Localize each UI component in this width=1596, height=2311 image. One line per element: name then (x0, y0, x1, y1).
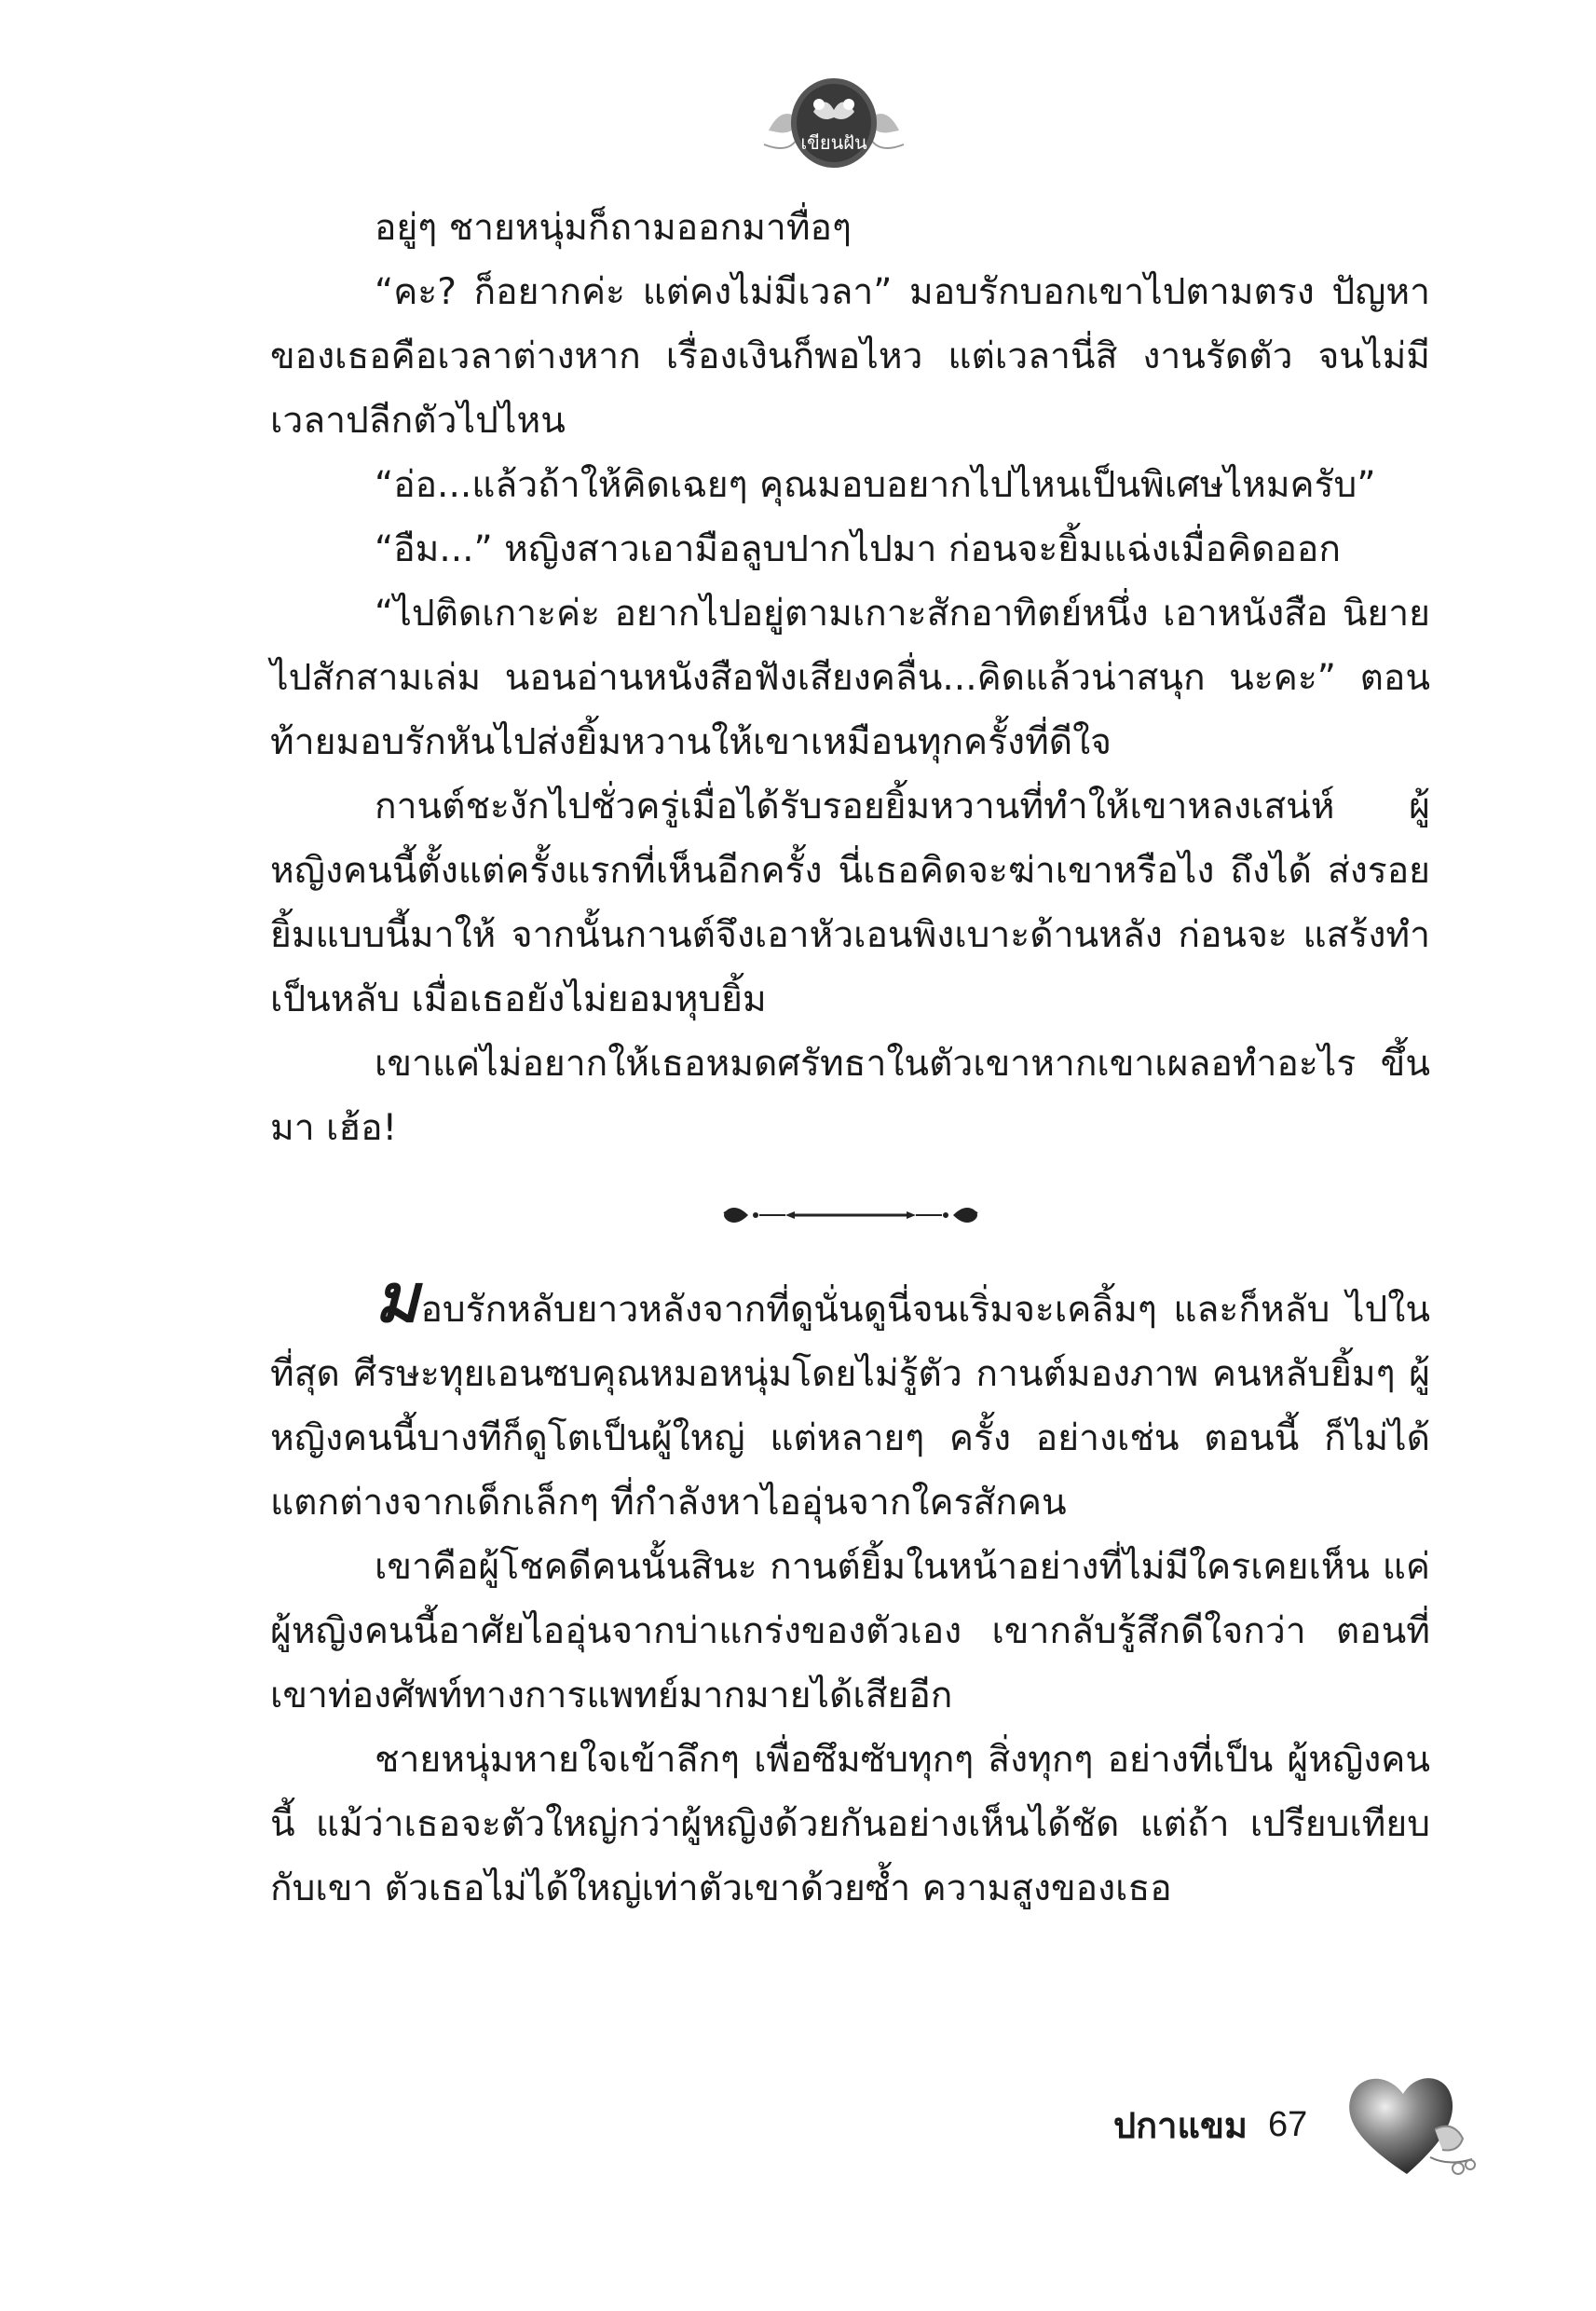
paragraph: กานต์ชะงักไปชั่วครู่เมื่อได้รับรอยยิ้มหวานที่ทำให้เขาหลงเสน่ห์ ผู้หญิงคนนี้ตั้งแต่ครั้งแรกที่เห็นอีกครั้ง นี่เธอคิดจะฆ่าเขาหรือไง ถึงได้ ส่งรอยยิ้มแบบนี้มาให้ จากนั้นกานต์จึงเอาหัวเอนพิงเบาะด้านหลัง ก่อนจะ แสร้งทำเป็นหลับ เมื่อเธอยังไม่ยอมหุบยิ้ม (270, 786, 1430, 1020)
flourish-divider-icon (711, 1197, 990, 1234)
page-number: 67 (1267, 2105, 1308, 2144)
paragraph: ชายหนุ่มหายใจเข้าลึกๆ เพื่อซึมซับทุกๆ สิ่งทุกๆ อย่างที่เป็น ผู้หญิงคนนี้ แม้ว่าเธอจะตัวใหญ่กว่าผู้หญิงด้วยกันอย่างเห็นได้ชัด แต่ถ้า เปรียบเทียบกับเขา ตัวเธอไม่ได้ใหญ่เท่าตัวเขาด้วยซ้ำ ความสูงของเธอ (270, 1739, 1430, 1909)
paragraph: อยู่ๆ ชายหนุ่มก็ถามออกมาทื่อๆ (375, 207, 852, 249)
paragraph: เขาแค่ไม่อยากให้เธอหมดศรัทธาในตัวเขาหากเขาเผลอทำอะไร ขึ้นมา เฮ้อ! (270, 1043, 1430, 1149)
section-divider-ornament (270, 1160, 1430, 1270)
paragraph: “อืม...” หญิงสาวเอามือลูบปากไปมา ก่อนจะยิ้มแฉ่งเมื่อคิดออก (375, 528, 1341, 570)
page-footer (1113, 2097, 1307, 2154)
heart-ornament-icon (1342, 2064, 1481, 2185)
drop-cap: ม (375, 1258, 419, 1337)
main-body-text (270, 196, 1430, 1921)
logo-lettering: เขียนฝัน (800, 131, 867, 154)
paragraph: “ไปติดเกาะค่ะ อยากไปอยู่ตามเกาะสักอาทิตย์หนึ่ง เอาหนังสือ นิยายไปสักสามเล่ม นอนอ่านหนังสือฟังเสียงคลื่น...คิดแล้วน่าสนุก นะคะ” ตอนท้ายมอบรักหันไปส่งยิ้มหวานให้เขาเหมือนทุกครั้งที่ดีใจ (270, 593, 1430, 763)
paragraph: เขาคือผู้โชคดีคนนั้นสินะ กานต์ยิ้มในหน้าอย่างที่ไม่มีใครเคยเห็น แค่ผู้หญิงคนนี้อาศัยไออุ่นจากบ่าแกร่งของตัวเอง เขากลับรู้สึกดีใจกว่า ตอนที่เขาท่องศัพท์ทางการแพทย์มากมายได้เสียอีก (270, 1546, 1430, 1716)
paragraph: “คะ? ก็อยากค่ะ แต่คงไม่มีเวลา” มอบรักบอกเขาไปตามตรง ปัญหาของเธอคือเวลาต่างหาก เรื่องเงินก็พอไหว แต่เวลานี่สิ งานรัดตัว จนไม่มีเวลาปลีกตัวไปไหน (270, 271, 1430, 442)
paragraph: “อ่อ...แล้วถ้าให้คิดเฉยๆ คุณมอบอยากไปไหนเป็นพิเศษไหมครับ” (375, 464, 1376, 506)
section-lead-paragraph (270, 1258, 1430, 1535)
header-logo-emblem (759, 65, 908, 177)
lead-paragraph-text: อบรักหลับยาวหลังจากที่ดูนั่นดูนี่จนเริ่มจะเคลิ้มๆ และก็หลับ ไปในที่สุด ศีรษะทุยเอนซบคุณหมอหนุ่มโดยไม่รู้ตัว กานต์มองภาพ คนหลับยิ้มๆ ผู้หญิงคนนี้บางทีก็ดูโตเป็นผู้ใหญ่ แต่หลายๆ ครั้ง อย่างเช่น ตอนนี้ ก็ไม่ได้แตกต่างจากเด็กเล็กๆ ที่กำลังหาไออุ่นจากใครสักคน (270, 1289, 1430, 1524)
book-title: ปกาแขม (1113, 2105, 1248, 2146)
